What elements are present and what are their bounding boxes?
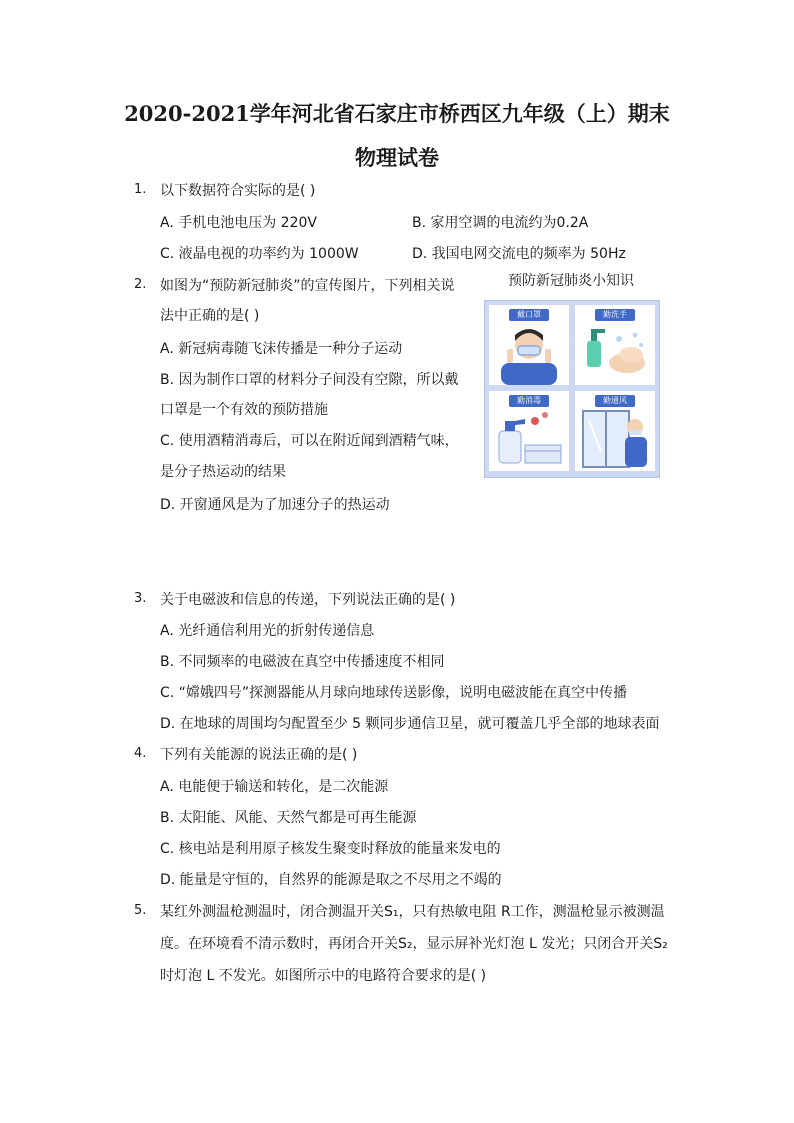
- exam-title-line2: 物理试卷: [355, 145, 439, 170]
- option-b: B. 太阳能、风能、天然气都是可再生能源: [160, 810, 417, 826]
- option-b: B. 因为制作口罩的材料分子间没有空隙，所以戴: [160, 372, 459, 388]
- question-stem: 如图为“预防新冠肺炎”的宣传图片，下列相关说: [160, 278, 455, 294]
- panel-label: 戴口罩: [509, 309, 549, 321]
- option-c-cont: 是分子热运动的结果: [160, 464, 286, 480]
- panel-label: 勤消毒: [509, 395, 549, 407]
- question-stem: 关于电磁波和信息的传递，下列说法正确的是( ): [160, 592, 456, 608]
- panel-ventilate: [575, 391, 655, 471]
- question-stem: 下列有关能源的说法正确的是( ): [160, 747, 358, 763]
- option-a: A. 手机电池电压为 220V: [160, 215, 317, 231]
- panel-disinfect: [489, 391, 569, 471]
- option-d: D. 在地球的周围均匀配置至少 5 颗同步通信卫星，就可覆盖几乎全部的地球表面: [160, 716, 660, 732]
- option-b: B. 家用空调的电流约为0.2A: [412, 215, 589, 231]
- panel-label: 勤洗手: [595, 309, 635, 321]
- question-stem-cont: 时灯泡 L 不发光。如图所示中的电路符合要求的是( ): [160, 968, 487, 984]
- option-b-cont: 口罩是一个有效的预防措施: [160, 402, 328, 418]
- prevention-poster: [484, 300, 660, 478]
- option-c: C. “嫦娥四号”探测器能从月球向地球传送影像，说明电磁波能在真空中传播: [160, 685, 628, 701]
- exam-title-line1: 2020-2021学年河北省石家庄市桥西区九年级（上）期末: [124, 101, 670, 126]
- question-number: 1.: [134, 182, 147, 197]
- panel-label: 勤通风: [595, 395, 635, 407]
- question-stem: 以下数据符合实际的是( ): [160, 183, 316, 199]
- question-stem-cont: 法中正确的是( ): [160, 308, 260, 324]
- option-c: C. 核电站是利用原子核发生聚变时释放的能量来发电的: [160, 841, 501, 857]
- option-d: D. 开窗通风是为了加速分子的热运动: [160, 497, 390, 513]
- option-c: C. 使用酒精消毒后，可以在附近闻到酒精气味，: [160, 433, 459, 449]
- option-d: D. 我国电网交流电的频率为 50Hz: [412, 246, 626, 262]
- option-b: B. 不同频率的电磁波在真空中传播速度不相同: [160, 654, 445, 670]
- option-d: D. 能量是守恒的，自然界的能源是取之不尽用之不竭的: [160, 872, 502, 888]
- question-number: 3.: [134, 591, 147, 606]
- option-a: A. 电能便于输送和转化，是二次能源: [160, 779, 389, 795]
- option-c: C. 液晶电视的功率约为 1000W: [160, 246, 359, 262]
- question-number: 4.: [134, 746, 147, 761]
- option-a: A. 光纤通信利用光的折射传递信息: [160, 623, 375, 639]
- panel-mask: [489, 305, 569, 385]
- question-stem: 某红外测温枪测温时，闭合测温开关S₁，只有热敏电阻 R工作，测温枪显示被测温: [160, 904, 665, 920]
- poster-title: 预防新冠肺炎小知识: [508, 273, 634, 289]
- question-number: 2.: [134, 277, 147, 292]
- question-number: 5.: [134, 903, 147, 918]
- panel-handwash: [575, 305, 655, 385]
- question-stem-cont: 度。在环境看不清示数时，再闭合开关S₂，显示屏补光灯泡 L 发光；只闭合开关S₂: [160, 936, 668, 952]
- option-a: A. 新冠病毒随飞沫传播是一种分子运动: [160, 341, 403, 357]
